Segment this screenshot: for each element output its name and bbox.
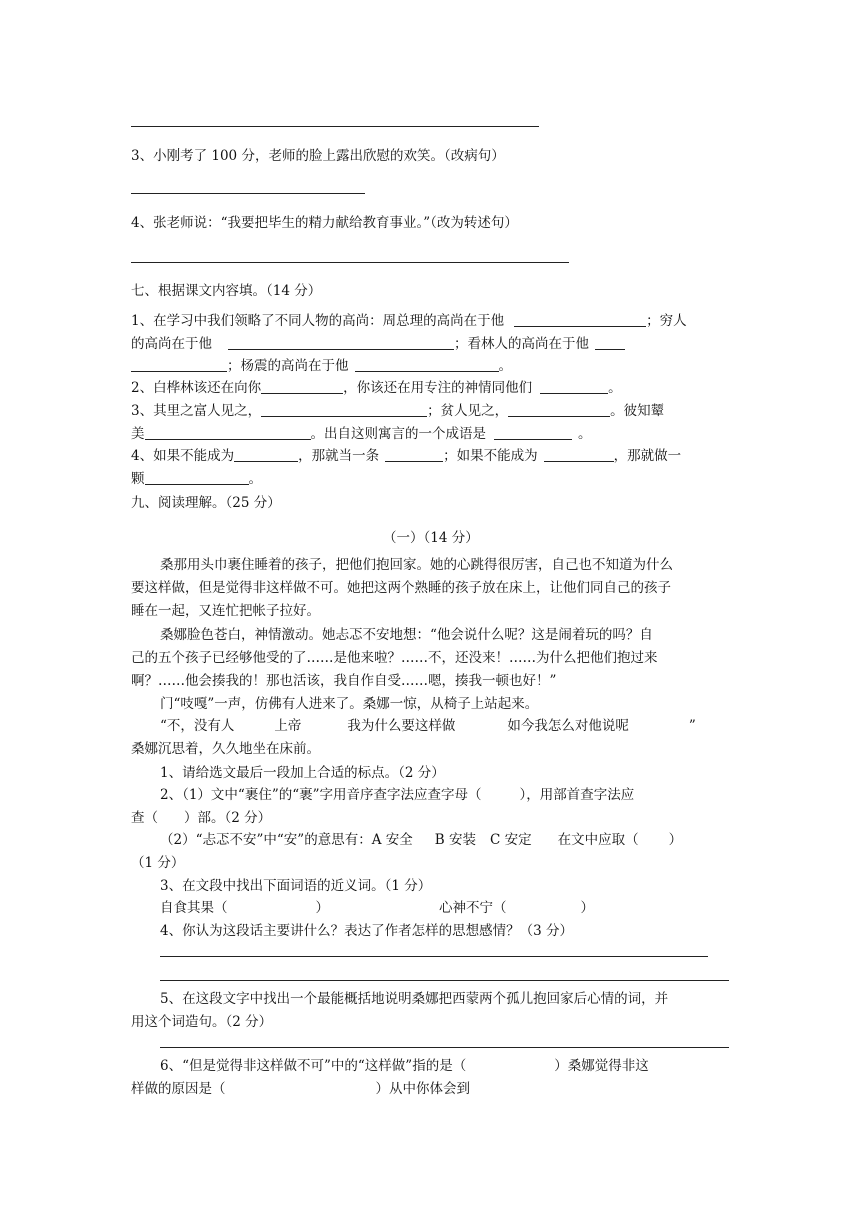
text: ，你该还在用专注的神情同他们 [343,380,533,396]
answer-line[interactable] [131,126,539,127]
question-text: 1、请给选文最后一段加上合适的标点。（2 分） [160,765,445,781]
text: 。 [498,358,512,374]
text: ） [315,900,329,916]
question-text [131,808,271,828]
fill-line [131,356,512,376]
text: 如今我怎么对他说呢 [507,718,629,734]
text: B 安装 [434,832,476,848]
text: 的高尚在于他 [131,336,212,352]
text: 。 [608,380,622,396]
fill-blank[interactable] [131,357,227,372]
text: 1、在学习中我们领略了不同人物的高尚：周总理的高尚在于他 [131,313,505,329]
fill-line [131,378,622,398]
passage-line: 门“吱嘎”一声，仿佛有人进来了。桑娜一惊，从椅子上站起来。 [160,696,539,712]
passage-line: 要这样做，但是觉得非这样做不可。她把这两个熟睡的孩子放在床上，让他们同自己的孩子 [131,580,671,596]
text: ；穷人 [646,313,687,329]
fill-blank[interactable] [514,312,646,327]
text: 美 [131,426,145,442]
text: ）从中你体会到 [375,1081,470,1097]
text: （2）“忐忑不安”中“安”的意思有：A 安全 [160,832,413,848]
text: 样做的原因是（ [131,1081,226,1097]
text: ；如果不能成为 [443,448,538,464]
text: ，那就当一条 [298,448,380,464]
question-text: 4、你认为这段话主要讲什么？表达了作者怎样的思想感情？（3 分） [160,923,573,939]
text: 2、白桦林该还在向你 [131,380,262,396]
text: ，那就做一 [613,448,682,464]
passage-line: 桑娜脸色苍白，神情激动。她忐忑不安地想：“他会说什么呢？这是闹着玩的吗？自 [160,627,653,643]
text: 。 [578,426,592,442]
fill-blank[interactable] [261,379,343,394]
fill-blank[interactable] [540,379,608,394]
text: ；看林人的高尚在于他 [454,336,589,352]
text: 自食其果（ [160,900,228,916]
fill-blank[interactable] [355,357,499,372]
question-text: 用这个词造句。（2 分） [131,1014,273,1030]
question-text: 5、在这段文字中找出一个最能概括地说明桑娜把西蒙两个孤儿抱回家后心情的词，并 [160,991,669,1007]
fill-line [131,401,664,421]
text: ；贫人见之， [427,403,509,419]
question-text [160,898,594,918]
fill-blank[interactable] [261,402,427,417]
question-text: 3、在文段中找出下面词语的近义词。（1 分） [160,878,432,894]
answer-line[interactable] [131,262,569,263]
fill-blank[interactable] [385,447,443,462]
fill-blank[interactable] [234,447,298,462]
text: 4、如果不能成为 [131,448,235,464]
text: ），用部首查字法应 [519,787,635,803]
text: 查（ [131,810,158,826]
fill-line [131,469,262,489]
text: 。 [248,471,262,487]
punctuation-exercise-line [160,716,696,736]
text: ” [688,718,696,734]
text: ）桑娜觉得非这 [554,1058,649,1074]
fill-line [131,446,681,466]
fill-line [131,311,687,331]
text: 6、“但是觉得非这样做不可”中的“这样做”指的是（ [160,1058,467,1074]
text: 3、其里之富人见之， [131,403,262,419]
fill-blank[interactable] [145,425,311,440]
text: ） [668,832,683,848]
text: 我为什么要这样做 [347,718,456,734]
question-text [160,830,682,850]
text: “不，没有人 [160,718,235,734]
answer-line[interactable] [160,956,708,957]
fill-line [131,334,625,354]
text: ；杨震的高尚在于他 [227,358,349,374]
text: 在文中应取（ [557,832,639,848]
passage-line: 己的五个孩子已经够他受的了……是他来啦？……不，还没来！……为什么把他们抱过来 [131,650,658,666]
answer-line[interactable] [131,193,365,194]
answer-line[interactable] [160,1047,729,1048]
answer-line[interactable] [160,980,729,981]
question-4-text: 4、张老师说：“我要把毕生的精力献给教育事业。”（改为转述句） [131,215,518,231]
text: 。彼知颦 [610,403,665,419]
text: ） [580,900,594,916]
text: 2、（1）文中“裹住”的“裹”字用音序查字法应查字母（ [160,787,482,803]
section-7-title: 七、根据课文内容填。（14 分） [131,283,322,299]
text: 心神不宁（ [439,900,507,916]
question-text [160,1056,649,1076]
fill-line [131,424,592,444]
fill-blank[interactable] [494,425,572,440]
question-text [131,1079,470,1099]
question-text [160,785,634,805]
passage-line: 桑娜沉思着，久久地坐在床前。 [131,741,320,757]
text: C 安定 [489,832,532,848]
question-3-text: 3、小刚考了 100 分，老师的脸上露出欣慰的欢笑。（改病句） [131,148,505,164]
text: 颗 [131,471,145,487]
question-text: （1 分） [131,855,185,871]
fill-blank[interactable] [228,335,454,350]
text: 上帝 [274,718,302,734]
passage-subtitle: （一）（14 分） [383,530,479,546]
fill-blank[interactable] [508,402,610,417]
fill-blank[interactable] [544,447,614,462]
section-9-title: 九、阅读理解。（25 分） [131,495,281,511]
text: 。出自这则寓言的一个成语是 [310,426,486,442]
fill-blank[interactable] [595,335,625,350]
fill-blank[interactable] [145,470,249,485]
passage-line: 桑那用头巾裹住睡着的孩子，把他们抱回家。她的心跳得很厉害，自己也不知道为什么 [160,557,673,573]
passage-line: 睡在一起，又连忙把帐子拉好。 [131,603,320,619]
text: ）部。（2 分） [184,810,272,826]
passage-line: 啊？……他会揍我的！那也活该，我自作自受……嗯，揍我一顿也好！” [131,673,557,689]
